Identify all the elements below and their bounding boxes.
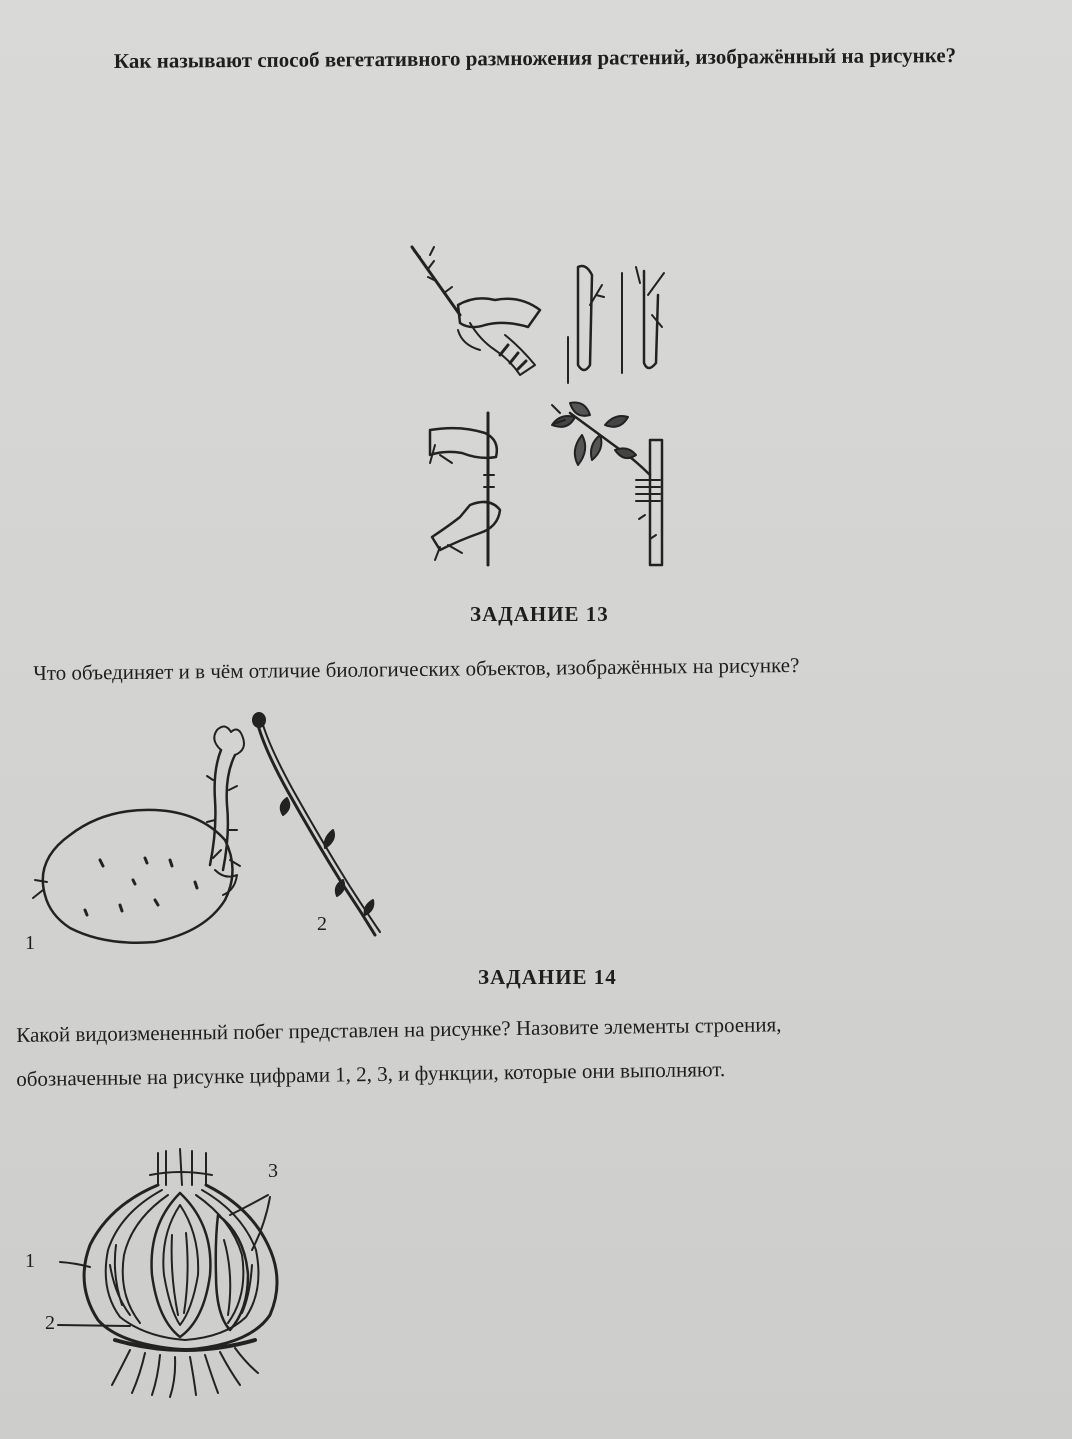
task14-heading: ЗАДАНИЕ 14 [478, 965, 617, 989]
task13-heading: ЗАДАНИЕ 13 [470, 602, 609, 626]
task14-question-line1: Какой видоизмененный побег представлен на рисунке? Назовите элементы строения, [16, 1012, 782, 1047]
bulb-label-3: 3 [268, 1160, 278, 1182]
bulb-label-1: 1 [25, 1250, 35, 1272]
bulb-label-2: 2 [45, 1312, 55, 1334]
figure-label-twig: 2 [317, 913, 327, 935]
tuber-and-twig-figure [25, 710, 395, 950]
task13-question: Что объединяет и в чём отличие биологических объектов, изображённых на рисунке? [33, 652, 800, 685]
intro-question: Как называют способ вегетативного размножения растений, изображённый на рисунке? [113, 43, 957, 73]
task14-question-line2: обозначенные на рисунке цифрами 1, 2, 3, и функции, которые они выполняют. [16, 1057, 726, 1091]
bulb-figure [20, 1145, 320, 1405]
grafting-figure [400, 235, 700, 575]
figure-label-tuber: 1 [25, 932, 35, 954]
